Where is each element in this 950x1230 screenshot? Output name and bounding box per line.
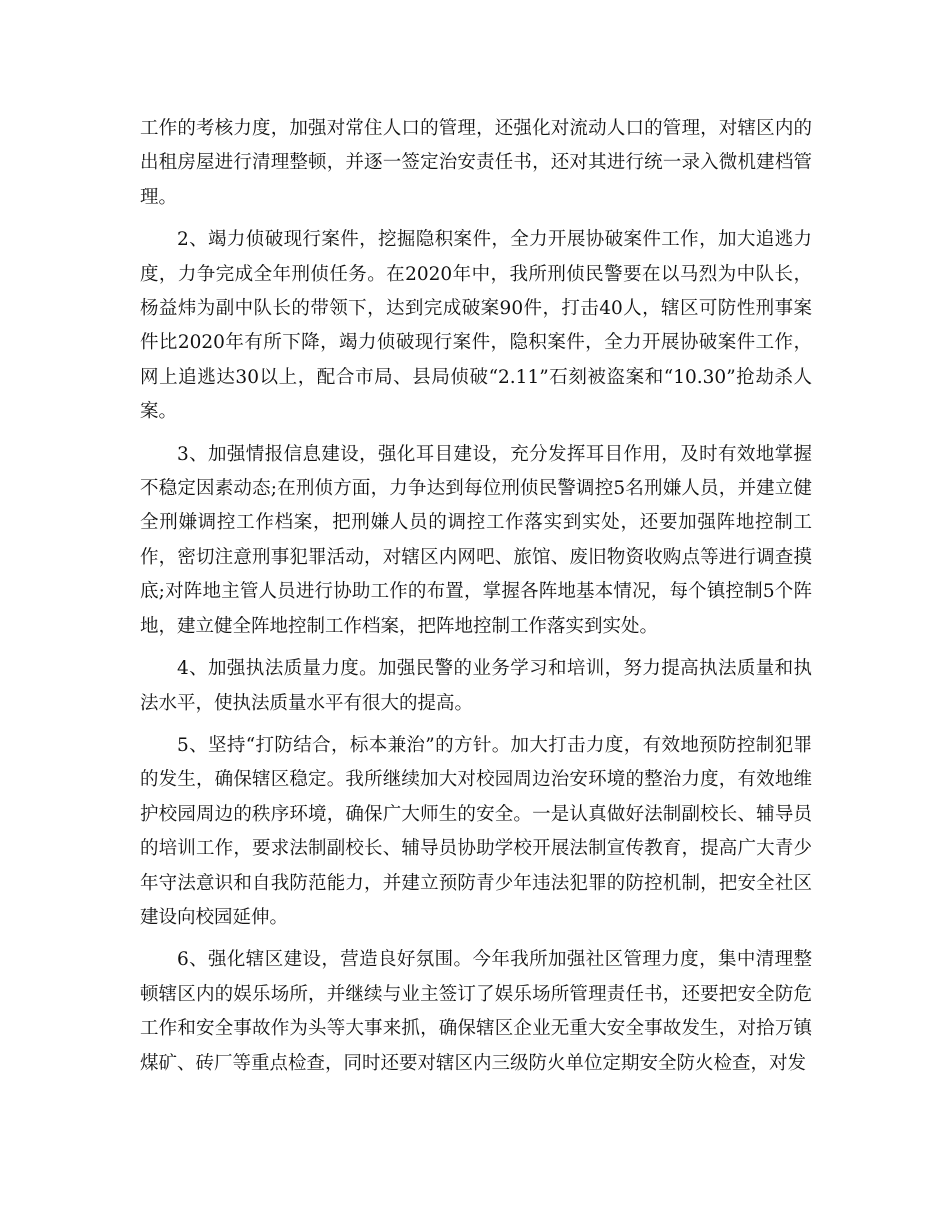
paragraph-continuation: 工作的考核力度，加强对常住人口的管理，还强化对流动人口的管理，对辖区内的出租房屋进行清理整顿，并逐一签定治安责任书，还对其进行统一录入微机建档管理。 (140, 118, 812, 208)
paragraph-item-5: 5、坚持“打防结合，标本兼治”的方针。加大打击力度，有效地预防控制犯罪的发生，确保辖区稳定。我所继续加大对校园周边治安环境的整治力度，有效地维护校园周边的秩序环境，确保广大师生的安全。一是认真做好法制副校长、辅导员的培训工作，要求法制副校长、辅导员协助学校开展法制宣传教育，提高广大青少年守法意识和自我防范能力，并建立预防青少年违法犯罪的防控机制，把安全社区建设向校园延伸。 (140, 734, 812, 928)
paragraph-item-4: 4、加强执法质量力度。加强民警的业务学习和培训，努力提高执法质量和执法水平，使执法质量水平有很大的提高。 (140, 658, 812, 714)
document-body (140, 112, 812, 1089)
paragraph-item-3: 3、加强情报信息建设，强化耳目建设，充分发挥耳目作用，及时有效地掌握不稳定因素动态;在刑侦方面，力争达到每位刑侦民警调控5名刑嫌人员，并建立健全刑嫌调控工作档案，把刑嫌人员的调控工作落实到实处，还要加强阵地控制工作，密切注意刑事犯罪活动，对辖区内网吧、旅馆、废旧物资收购点等进行调查摸底;对阵地主管人员进行协助工作的布置，掌握各阵地基本情况，每个镇控制5个阵地，建立健全阵地控制工作档案，把阵地控制工作落实到实处。 (140, 443, 812, 637)
paragraph-item-6: 6、强化辖区建设，营造良好氛围。今年我所加强社区管理力度，集中清理整顿辖区内的娱乐场所，并继续与业主签订了娱乐场所管理责任书，还要把安全防危工作和安全事故作为头等大事来抓，确保辖区企业无重大安全事故发生，对拾万镇煤矿、砖厂等重点检查，同时还要对辖区内三级防火单位定期安全防火检查，对发 (140, 949, 812, 1074)
paragraph-item-2: 2、竭力侦破现行案件，挖掘隐积案件，全力开展协破案件工作，加大追逃力度，力争完成全年刑侦任务。在2020年中，我所刑侦民警要在以马烈为中队长，杨益炜为副中队长的带领下，达到完成破案90件，打击40人，辖区可防性刑事案件比2020年有所下降，竭力侦破现行案件，隐积案件，全力开展协破案件工作，网上追逃达30以上，配合市局、县局侦破“2.11”石刻被盗案和“10.30”抢劫杀人案。 (140, 229, 812, 423)
